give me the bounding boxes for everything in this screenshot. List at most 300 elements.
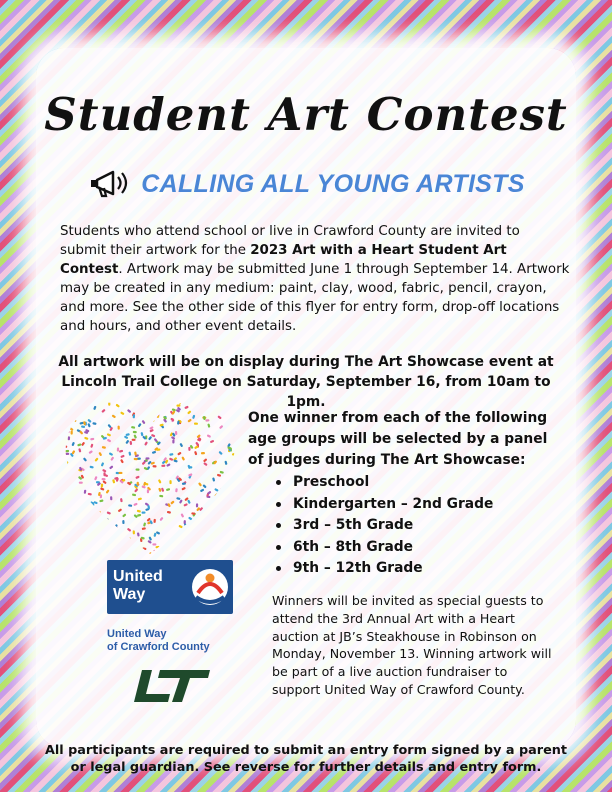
heart-confetti: [153, 519, 155, 523]
heart-confetti: [154, 412, 159, 416]
heart-confetti: [88, 394, 92, 397]
heart-confetti: [203, 416, 206, 420]
heart-confetti: [60, 446, 62, 451]
heart-confetti: [99, 549, 103, 553]
heart-confetti: [218, 451, 222, 455]
heart-confetti: [199, 514, 203, 516]
heart-confetti: [134, 488, 138, 492]
heart-confetti: [225, 402, 229, 406]
heart-confetti: [133, 414, 135, 418]
heart-confetti: [91, 521, 95, 524]
heart-confetti: [106, 552, 110, 557]
heart-confetti: [109, 452, 114, 456]
heart-confetti: [119, 450, 123, 453]
heart-confetti: [94, 476, 98, 481]
heart-confetti: [185, 396, 189, 401]
heart-confetti: [60, 555, 64, 559]
heart-confetti: [153, 550, 157, 555]
heart-confetti: [85, 545, 90, 549]
heart-confetti: [138, 423, 142, 428]
heart-confetti: [105, 545, 109, 548]
heart-confetti: [62, 425, 66, 429]
heart-confetti: [161, 488, 164, 493]
heart-confetti: [63, 445, 67, 448]
intro-contest-name: 2023 Art with a Heart Student Art Contest: [60, 243, 507, 277]
heart-confetti: [231, 495, 235, 500]
heart-confetti: [173, 459, 177, 462]
heart-confetti: [136, 546, 141, 550]
heart-confetti: [235, 464, 238, 468]
heart-confetti: [113, 544, 116, 548]
heart-confetti: [216, 503, 219, 507]
heart-confetti: [200, 488, 205, 492]
heart-confetti: [209, 539, 213, 543]
heart-confetti: [181, 487, 186, 491]
heart-confetti: [184, 406, 189, 410]
heart-confetti: [207, 434, 212, 438]
heart-confetti: [125, 440, 129, 445]
heart-confetti: [161, 465, 165, 467]
heart-confetti: [134, 451, 137, 455]
heart-confetti: [60, 529, 64, 533]
heart-confetti: [191, 512, 195, 515]
heart-confetti: [84, 437, 89, 440]
heart-confetti: [88, 493, 92, 496]
heart-confetti: [66, 431, 70, 433]
heart-confetti: [234, 441, 239, 445]
heart-confetti: [77, 443, 81, 446]
heart-confetti: [214, 488, 219, 492]
heart-confetti: [68, 394, 73, 398]
heart-confetti: [60, 397, 63, 401]
heart-confetti: [65, 453, 69, 455]
heart-confetti: [124, 435, 129, 439]
heart-confetti: [67, 495, 72, 499]
heart-confetti: [154, 555, 159, 559]
heart-confetti: [175, 554, 179, 559]
bullet-icon: [276, 480, 281, 485]
bullet-icon: [276, 523, 281, 528]
heart-confetti: [149, 416, 153, 420]
heart-confetti: [235, 548, 238, 552]
heart-confetti: [233, 500, 237, 504]
heart-confetti: [169, 457, 174, 461]
heart-confetti: [91, 535, 93, 539]
heart-confetti: [176, 497, 180, 500]
megaphone-icon: [87, 168, 131, 200]
heart-confetti: [145, 556, 150, 559]
heart-confetti: [229, 394, 233, 399]
heart-confetti: [235, 480, 240, 484]
heart-confetti: [221, 526, 224, 530]
heart-confetti: [178, 552, 183, 556]
bullet-icon: [276, 566, 281, 571]
heart-confetti: [232, 468, 237, 472]
heart-confetti: [61, 426, 65, 429]
heart-confetti: [76, 406, 80, 409]
heart-confetti: [133, 403, 137, 406]
heart-confetti: [88, 450, 93, 454]
heart-confetti: [114, 529, 116, 533]
heart-confetti: [172, 440, 174, 444]
heart-confetti: [195, 398, 198, 402]
heart-confetti: [81, 425, 85, 428]
heart-confetti: [177, 420, 180, 424]
heart-confetti: [223, 535, 227, 540]
heart-confetti: [221, 495, 225, 500]
winners-note: Winners will be invited as special guests to attend the 3rd Annual Art with a Heart auction at JB’s Steakhouse in Robinson on Monday, November 13. Winning artwork will be part of a live auction fundraiser to support United Way of Crawford County.: [272, 593, 552, 697]
united-way-caption: [107, 628, 210, 654]
heart-confetti: [208, 516, 212, 519]
heart-confetti: [61, 524, 65, 527]
heart-confetti: [201, 514, 205, 517]
heart-confetti: [230, 495, 234, 499]
heart-confetti: [141, 485, 145, 488]
heart-confetti: [80, 511, 84, 514]
heart-confetti: [120, 455, 125, 458]
age-group-label: 3rd – 5th Grade: [293, 517, 414, 533]
heart-confetti: [235, 448, 239, 451]
heart-confetti: [128, 504, 132, 507]
heart-confetti: [81, 525, 85, 529]
list-item: [276, 472, 493, 494]
heart-confetti: [68, 436, 71, 440]
heart-confetti: [171, 436, 176, 440]
heart-confetti: [234, 394, 238, 399]
heart-confetti: [83, 514, 87, 517]
heart-confetti: [229, 519, 233, 524]
heart-confetti: [125, 433, 129, 436]
heart-confetti: [177, 452, 182, 456]
heart-confetti: [222, 510, 227, 514]
heart-confetti: [129, 441, 132, 445]
heart-confetti: [203, 462, 208, 466]
intro-text-2: . Artwork may be submitted June 1 through September 14. Artwork may be created in any medium: paint, clay, wood, fabric, pencil, crayon, and more. See the other side of this flyer for entry form, drop-off locations and hours, and other event details.: [60, 262, 570, 334]
heart-confetti: [201, 452, 205, 454]
heart-confetti: [78, 448, 81, 452]
heart-confetti: [230, 525, 234, 528]
heart-confetti: [167, 546, 170, 550]
heart-confetti: [89, 466, 93, 469]
heart-confetti: [91, 522, 95, 527]
heart-confetti: [101, 483, 104, 487]
heart-confetti: [135, 468, 139, 470]
heart-confetti: [102, 446, 106, 449]
heart-confetti: [142, 527, 146, 530]
winner-intro: One winner from each of the following age groups will be selected by a panel of judges during The Art Showcase:: [248, 410, 548, 468]
page-title: Student Art Contest: [44, 88, 568, 141]
heart-confetti: [238, 430, 240, 434]
heart-confetti: [97, 511, 101, 514]
heart-confetti: [102, 469, 107, 473]
heart-confetti: [93, 406, 96, 411]
heart-confetti: [141, 420, 145, 425]
heart-confetti: [169, 480, 171, 484]
heart-confetti: [219, 425, 223, 429]
heart-confetti: [234, 516, 238, 521]
heart-confetti: [152, 465, 156, 467]
heart-confetti: [89, 557, 93, 559]
heart-confetti: [222, 518, 226, 522]
heart-confetti: [210, 440, 215, 444]
heart-confetti: [187, 500, 191, 505]
heart-confetti: [115, 526, 118, 530]
heart-confetti: [235, 423, 239, 425]
heart-confetti: [84, 490, 87, 494]
heart-confetti: [85, 400, 88, 404]
heart-confetti: [179, 499, 183, 504]
intro-paragraph: [60, 222, 570, 336]
heart-confetti: [94, 457, 98, 461]
heart-confetti: [222, 500, 226, 502]
heart-confetti: [136, 406, 139, 410]
heart-confetti: [87, 400, 91, 403]
heart-confetti: [217, 474, 221, 477]
heart-confetti: [110, 456, 114, 461]
heart-confetti: [99, 499, 103, 502]
heart-confetti: [77, 543, 82, 547]
heart-confetti: [200, 514, 204, 519]
heart-confetti: [102, 478, 106, 480]
heart-confetti: [147, 461, 151, 465]
heart-confetti: [188, 447, 190, 451]
heart-confetti: [127, 409, 131, 413]
heart-confetti: [65, 461, 69, 466]
heart-confetti: [148, 536, 152, 541]
heart-confetti: [61, 486, 65, 491]
heart-confetti: [107, 433, 112, 437]
heart-confetti: [133, 503, 138, 507]
heart-confetti: [77, 532, 82, 536]
heart-confetti: [140, 554, 143, 558]
heart-confetti: [183, 503, 188, 506]
heart-confetti: [177, 394, 180, 398]
heart-confetti: [194, 451, 197, 455]
heart-confetti: [203, 511, 207, 515]
heart-confetti: [73, 521, 77, 524]
heart-confetti: [175, 488, 178, 492]
heart-confetti: [167, 511, 171, 514]
age-group-label: Kindergarten – 2nd Grade: [293, 495, 494, 512]
heart-confetti: [83, 457, 87, 461]
heart-confetti: [89, 551, 93, 554]
heart-confetti: [224, 461, 227, 465]
heart-confetti: [84, 395, 88, 398]
heart-confetti: [67, 524, 72, 527]
heart-confetti: [220, 488, 225, 492]
heart-confetti: [182, 482, 186, 485]
heart-confetti: [71, 526, 75, 531]
heart-confetti: [149, 552, 153, 557]
heart-confetti: [114, 524, 118, 529]
heart-confetti: [117, 447, 119, 451]
heart-confetti: [150, 418, 155, 422]
heart-confetti: [66, 507, 70, 511]
united-way-caption-line2: of Crawford County: [107, 641, 210, 653]
heart-confetti: [178, 395, 182, 400]
heart-confetti: [120, 411, 125, 415]
heart-confetti: [133, 530, 135, 534]
heart-confetti: [61, 435, 65, 440]
heart-confetti: [217, 415, 222, 419]
heart-confetti: [70, 495, 73, 499]
heart-confetti: [152, 451, 156, 454]
heart-confetti: [73, 418, 77, 423]
heart-confetti: [85, 546, 87, 550]
heart-confetti: [145, 457, 149, 459]
heart-confetti: [116, 545, 120, 549]
heart-confetti: [156, 531, 161, 535]
heart-confetti: [127, 528, 132, 532]
heart-confetti: [188, 517, 193, 521]
heart-confetti: [124, 544, 128, 547]
heart-confetti: [110, 496, 112, 500]
heart-confetti: [99, 550, 102, 554]
heart-confetti: [215, 548, 219, 551]
heart-confetti: [79, 482, 83, 484]
heart-confetti: [149, 429, 154, 433]
heart-confetti: [166, 463, 171, 467]
heart-confetti: [142, 394, 147, 398]
heart-confetti: [177, 395, 182, 399]
heart-confetti: [185, 531, 189, 535]
heart-confetti: [73, 412, 77, 415]
heart-confetti: [92, 422, 96, 425]
heart-confetti: [70, 404, 72, 408]
heart-confetti: [233, 394, 237, 398]
heart-confetti: [141, 410, 146, 414]
heart-confetti: [60, 488, 61, 493]
heart-confetti: [87, 419, 91, 423]
heart-confetti: [206, 516, 208, 520]
heart-confetti: [203, 458, 207, 462]
heart-confetti: [176, 404, 180, 406]
heart-confetti: [90, 444, 93, 448]
heart-confetti: [207, 423, 210, 427]
heart-confetti: [213, 528, 217, 532]
heart-confetti: [206, 543, 209, 547]
heart-confetti: [147, 403, 149, 407]
heart-confetti: [104, 519, 108, 521]
heart-confetti: [204, 554, 208, 557]
heart-confetti: [131, 394, 136, 398]
heart-confetti: [201, 529, 205, 533]
bullet-icon: [276, 545, 281, 550]
heart-confetti: [138, 497, 142, 500]
heart-confetti: [167, 541, 171, 546]
heart-confetti: [184, 529, 188, 534]
heart-confetti: [131, 426, 135, 429]
heart-confetti: [115, 397, 119, 401]
united-way-logo: [107, 560, 233, 614]
heart-confetti: [170, 558, 173, 559]
heart-confetti: [177, 546, 181, 550]
heart-confetti: [231, 534, 236, 538]
heart-confetti: [202, 484, 206, 488]
heart-confetti: [137, 514, 141, 517]
heart-confetti: [73, 539, 77, 542]
heart-confetti: [118, 472, 122, 474]
heart-confetti: [229, 409, 233, 412]
heart-confetti: [158, 488, 161, 493]
heart-confetti: [214, 540, 217, 544]
heart-confetti: [226, 394, 230, 399]
heart-confetti: [178, 549, 182, 553]
heart-confetti: [107, 439, 112, 443]
heart-confetti: [185, 537, 189, 542]
heart-confetti: [107, 551, 111, 556]
heart-confetti: [100, 487, 105, 490]
heart-confetti: [62, 540, 66, 543]
heart-confetti: [230, 510, 233, 514]
list-item: [276, 558, 493, 580]
subtitle-row: [0, 168, 612, 200]
heart-confetti: [122, 520, 124, 524]
heart-confetti: [209, 397, 213, 400]
heart-confetti: [198, 516, 203, 520]
heart-confetti: [80, 394, 85, 398]
heart-confetti: [236, 556, 240, 559]
heart-confetti: [142, 547, 146, 550]
heart-confetti: [87, 525, 90, 529]
heart-confetti: [66, 483, 70, 486]
heart-confetti: [214, 493, 218, 497]
heart-confetti: [121, 551, 125, 556]
heart-confetti: [178, 400, 181, 404]
heart-confetti: [71, 431, 73, 435]
heart-confetti: [156, 448, 160, 451]
list-item: [276, 537, 493, 559]
heart-confetti: [234, 500, 238, 505]
heart-confetti: [60, 474, 64, 476]
heart-confetti: [164, 394, 169, 397]
lincoln-trail-logo-icon: [130, 664, 212, 704]
heart-confetti: [63, 544, 65, 548]
heart-confetti: [196, 503, 198, 507]
footer-note: All participants are required to submit an entry form signed by a parent or legal guardian. See reverse for further details and entry form.: [45, 743, 567, 775]
heart-confetti: [122, 513, 126, 517]
heart-confetti: [60, 466, 61, 470]
heart-confetti: [78, 554, 83, 558]
heart-confetti: [60, 418, 64, 423]
heart-confetti: [101, 462, 105, 467]
heart-confetti: [208, 556, 213, 559]
heart-confetti: [69, 427, 74, 431]
heart-confetti: [170, 500, 174, 504]
heart-confetti: [230, 473, 234, 478]
heart-confetti: [231, 479, 234, 484]
heart-confetti: [118, 395, 123, 399]
heart-confetti: [235, 408, 239, 411]
heart-confetti: [90, 400, 94, 402]
heart-confetti: [107, 511, 112, 514]
heart-confetti: [64, 474, 69, 478]
heart-confetti: [159, 517, 163, 521]
heart-confetti: [67, 426, 71, 429]
heart-confetti: [158, 479, 162, 484]
display-note: All artwork will be on display during The Art Showcase event at Lincoln Trail College on Saturday, September 16, from 10am to 1pm.: [58, 354, 554, 410]
heart-confetti: [152, 543, 156, 545]
heart-confetti: [209, 551, 211, 555]
heart-confetti: [158, 398, 162, 403]
heart-confetti: [60, 493, 64, 497]
heart-confetti: [136, 482, 138, 486]
heart-confetti: [207, 522, 211, 527]
heart-confetti: [224, 399, 229, 403]
heart-confetti: [149, 426, 154, 430]
heart-confetti: [104, 518, 108, 521]
heart-confetti: [120, 459, 124, 464]
